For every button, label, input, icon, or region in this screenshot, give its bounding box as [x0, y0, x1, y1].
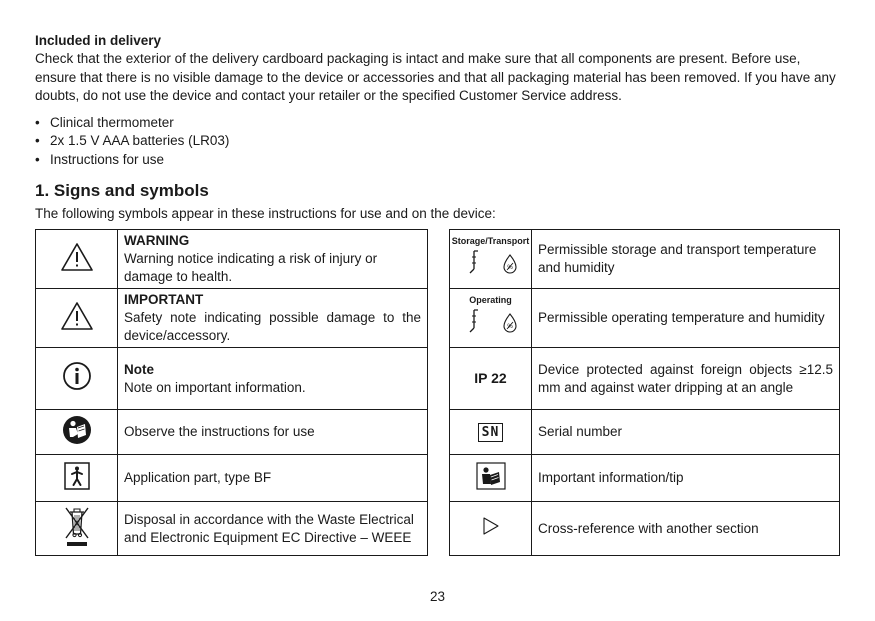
table-row: [450, 410, 840, 455]
warning-text: Warning notice indicating a risk of injury or damage to health.: [124, 251, 378, 284]
warning-title: WARNING: [124, 233, 190, 248]
cross-reference-triangle-icon: [482, 516, 500, 536]
table-row: [36, 289, 428, 348]
section-heading: 1. Signs and symbols: [35, 181, 209, 200]
important-text: Safety note indicating possible damage to the device/accessory.: [124, 310, 421, 343]
warning-triangle-icon: [60, 242, 94, 272]
section-intro: The following symbols appear in these instructions for use and on the device:: [35, 206, 496, 221]
storage-transport-label: Storage/Transport: [451, 236, 530, 246]
svg-text:%: %: [506, 324, 513, 330]
important-title: IMPORTANT: [124, 292, 204, 307]
table-row: [450, 502, 840, 556]
list-item: • 2x 1.5 V AAA batteries (LR03): [35, 132, 840, 151]
table-row: [450, 348, 840, 410]
note-text: Note on important information.: [124, 379, 306, 395]
delivery-heading: Included in delivery: [35, 33, 162, 48]
read-instructions-icon: [62, 415, 92, 445]
table-row: [36, 502, 428, 556]
table-row: [450, 455, 840, 502]
page-number: 23: [429, 589, 446, 604]
important-triangle-icon: [60, 301, 94, 331]
observe-text: Observe the instructions for use: [118, 410, 428, 455]
sn-text: Serial number: [532, 410, 840, 455]
cross-text: Cross-reference with another section: [532, 502, 840, 556]
page-body: [35, 30, 840, 223]
table-row: [36, 410, 428, 455]
table-row: [36, 455, 428, 502]
delivery-list: [35, 114, 840, 170]
storage-text: Permissible storage and transport temperature and humidity: [532, 230, 840, 289]
list-item: • Instructions for use: [35, 151, 840, 170]
svg-text:%: %: [506, 265, 513, 271]
serial-number-icon: SN: [478, 423, 504, 442]
operating-temp-humidity-icon: [458, 306, 524, 336]
table-row: [450, 289, 840, 348]
operating-label: Operating: [469, 295, 512, 305]
operating-text: Permissible operating temperature and humidity: [532, 289, 840, 348]
bf-text: Application part, type BF: [118, 455, 428, 502]
table-row: [450, 230, 840, 289]
type-bf-icon: [63, 461, 91, 491]
note-title: Note: [124, 361, 154, 377]
weee-bin-icon: [62, 504, 92, 548]
list-item: • Clinical thermometer: [35, 114, 840, 133]
tip-icon: [476, 462, 506, 490]
weee-text: Disposal in accordance with the Waste Electrical and Electronic Equipment EC Directive – WEEE: [118, 502, 428, 556]
storage-temp-humidity-icon: [458, 247, 524, 277]
table-row: [36, 348, 428, 410]
tip-text: Important information/tip: [532, 455, 840, 502]
table-row: [36, 230, 428, 289]
info-circle-icon: [62, 361, 92, 391]
ip-rating-label: IP 22: [474, 370, 507, 386]
symbols-table-right: [449, 229, 840, 556]
ip-text: Device protected against foreign objects ≥12.5 mm and against water dripping at an angle: [532, 348, 840, 410]
symbols-table-left: [35, 229, 428, 556]
delivery-paragraph: Check that the exterior of the delivery cardboard packaging is intact and make sure that all components are present. Before use, ensure that there is no visible damage to the device or accessories and that all packaging material has been removed. If you have any doubts, do not use the device and contact your retailer or the specified Customer Service address.: [35, 51, 836, 103]
